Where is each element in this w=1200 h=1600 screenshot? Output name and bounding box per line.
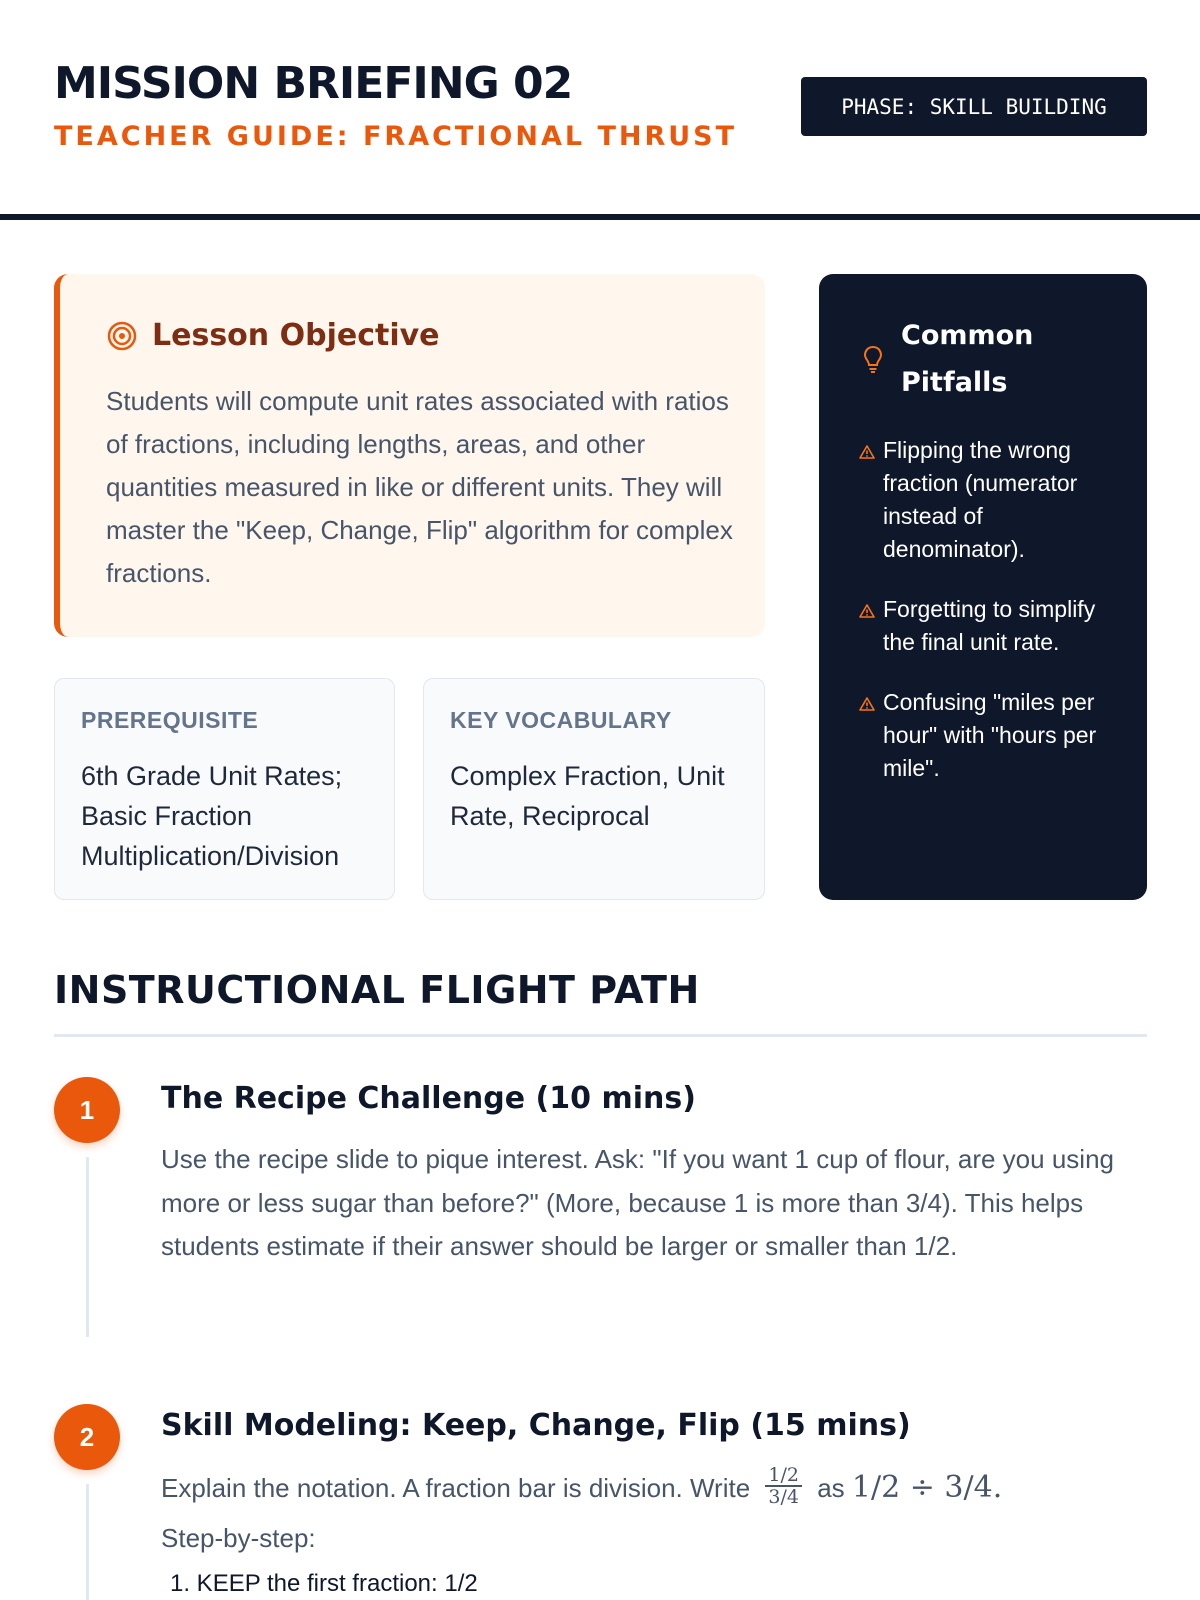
section-title: INSTRUCTIONAL FLIGHT PATH [54, 968, 700, 1012]
step-description: Use the recipe slide to pique interest. Ask: "If you want 1 cup of flour, are you using more or less sugar than before?" (More, because 1 is more than 3/4). This helps students estimate if their answer should be larger or smaller than 1/2. [161, 1144, 1114, 1261]
common-pitfalls-header [861, 312, 1081, 406]
lesson-objective-text: Students will compute unit rates associated with ratios of fractions, including lengths, areas, and other quantities measured in like or different units. They will master the "Keep, Change, Flip" algorithm for complex fractions. [106, 386, 733, 588]
pitfall-text: Forgetting to simplify the final unit rate. [883, 596, 1096, 655]
pitfall-item [859, 686, 1119, 785]
prerequisite-value: 6th Grade Unit Rates; Basic Fraction Multiplication/Division [81, 761, 343, 871]
vocabulary-label: KEY VOCABULARY [450, 707, 672, 733]
step-text-intro: Explain the notation. A fraction bar is division. Write [161, 1473, 751, 1503]
page-header [0, 0, 1200, 220]
pitfall-text: Confusing "miles per hour" with "hours per mile". [883, 689, 1097, 781]
step-number-badge: 1 [54, 1077, 120, 1143]
common-pitfalls-panel [819, 274, 1147, 900]
pitfall-item [859, 434, 1119, 566]
lesson-objective-heading: Lesson Objective [152, 318, 440, 353]
page-subtitle: TEACHER GUIDE: FRACTIONAL THRUST [54, 121, 738, 152]
common-pitfalls-heading: Common Pitfalls [901, 320, 1034, 398]
step-timeline-line [86, 1484, 89, 1600]
step-description [161, 1466, 1146, 1511]
pitfall-item [859, 593, 1119, 659]
fraction-numerator: 1/2 [765, 1465, 802, 1487]
page-title: MISSION BRIEFING 02 [54, 58, 573, 109]
fraction-denominator: 3/4 [768, 1486, 799, 1509]
step-list-item: 1. KEEP the first fraction: 1/2 [170, 1570, 478, 1597]
step-title: The Recipe Challenge (10 mins) [161, 1081, 696, 1116]
step-text-as: as [817, 1473, 845, 1503]
lesson-objective-panel [54, 274, 765, 637]
pitfall-text: Flipping the wrong fraction (numerator instead of denominator). [883, 437, 1078, 562]
warning-icon [859, 603, 875, 619]
vocabulary-value: Complex Fraction, Unit Rate, Reciprocal [450, 761, 725, 831]
lightbulb-icon [861, 343, 885, 375]
step-by-step-label: Step-by-step: [161, 1523, 316, 1553]
prerequisite-label: PREREQUISITE [81, 707, 259, 733]
section-divider [54, 1034, 1147, 1037]
warning-icon [859, 444, 875, 460]
step-timeline-line [86, 1157, 89, 1337]
warning-icon [859, 696, 875, 712]
vocabulary-card [423, 678, 765, 900]
division-expression: 1/2 ÷ 3/4. [851, 1470, 1003, 1505]
complex-fraction [765, 1465, 802, 1507]
phase-badge: PHASE: SKILL BUILDING [801, 77, 1147, 136]
step-title: Skill Modeling: Keep, Change, Flip (15 mins) [161, 1408, 911, 1443]
pitfalls-list [859, 434, 1119, 812]
target-icon [106, 320, 138, 352]
prerequisite-card [54, 678, 395, 900]
step-number-badge: 2 [54, 1404, 120, 1470]
lesson-objective-header [106, 318, 440, 353]
